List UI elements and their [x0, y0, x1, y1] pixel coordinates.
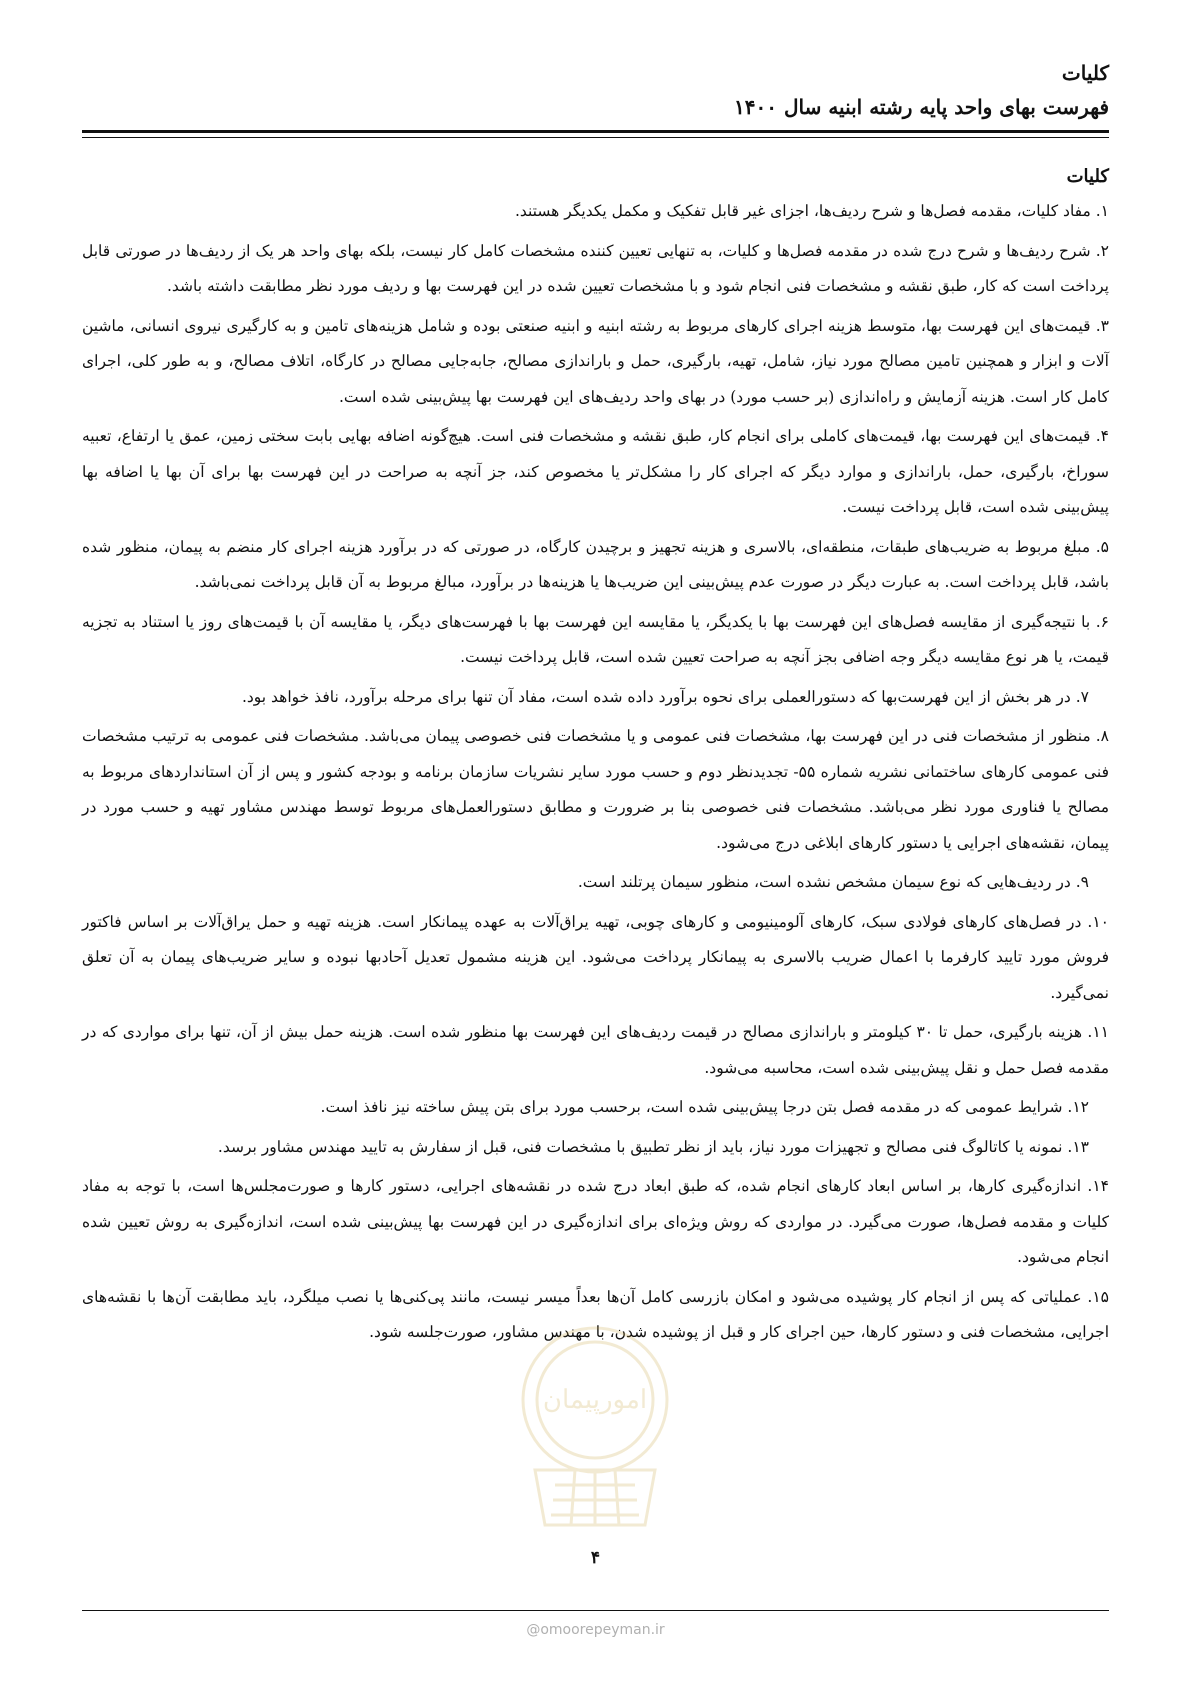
paragraph-10: ۱۰. در فصل‌های کارهای فولادی سبک، کارهای آلومینیومی و کارهای چوبی، تهیه یراق‌آلات به عهده پیمانکار است. هزینه تهیه و حمل یراق‌آلات بر اساس فاکتور فروش مورد تایید کارفرما با اعمال ضریب بالاسری به پیمانکار پرداخت می‌شود. این هزینه مشمول تعدیل آحادبها نبوده و سایر ضریب‌های پیمان به آن تعلق نمی‌گیرد. — [82, 912, 1109, 1002]
paragraph-14: ۱۴. اندازه‌گیری کارها، بر اساس ابعاد کارهای انجام شده، که طبق ابعاد درج شده در نقشه‌های اجرایی، دستور کارها و صورت‌مجلس‌ها است، با توجه به مفاد کلیات و مقدمه فصل‌ها، صورت می‌گیرد. در مواردی که روش ویژه‌ای برای اندازه‌گیری در این فهرست بها پیش‌بینی شده است، اندازه‌گیری به روش تعیین شده انجام می‌شود. — [82, 1177, 1109, 1266]
section-title: کلیات — [1066, 166, 1109, 187]
paragraph-13: ۱۳. نمونه یا کاتالوگ فنی مصالح و تجهیزات مورد نیاز، باید از نظر تطبیق با مشخصات فنی، قبل از سفارش به تایید مهندس مشاور برسد. — [217, 1137, 1089, 1156]
footer-site-credit: @omoorepeyman.ir — [526, 1622, 665, 1638]
paragraph-4: ۴. قیمت‌های این فهرست بها، قیمت‌های کاملی برای انجام کار، طبق نقشه و مشخصات فنی است. هیچ‌گونه اضافه بهایی بابت سختی زمین، عمق یا ارتفاع، تعبیه سوراخ، بارگیری، حمل، باراندازی و موارد دیگر که اجرای کار را مشکل‌تر یا مخصوص کند، جز آنچه به صراحت در این فهرست بها برای آن بها یا اضافه بها پیش‌بینی شده است، قابل پرداخت نیست. — [82, 427, 1109, 516]
paragraph-9: ۹. در ردیف‌هایی که نوع سیمان مشخص نشده است، منظور سیمان پرتلند است. — [577, 873, 1089, 891]
paragraph-5: ۵. مبلغ مربوط به ضریب‌های طبقات، منطقه‌ای، بالاسری و هزینه تجهیز و برچیدن کارگاه، در صورتی که در برآورد هزینه اجرای کار منضم به پیمان، منظور شده باشد، قابل پرداخت است. به عبارت دیگر در صورت عدم پیش‌بینی این ضریب‌ها یا هزینه‌ها در برآورد، مبالغ مربوط به آن قابل پرداخت نمی‌باشد. — [82, 537, 1109, 591]
footer-rule — [82, 1610, 1109, 1611]
page-header — [82, 56, 1109, 124]
paragraph-6: ۶. با نتیجه‌گیری از مقایسه فصل‌های این فهرست بها با یکدیگر، یا مقایسه این فهرست بها با فهرست‌های دیگر، یا مقایسه آن با قیمت‌های روز یا استناد به تجزیه قیمت، یا هر نوع مقایسه دیگر وجه اضافی بجز آنچه به صراحت تعیین شده است، قابل پرداخت نیست. — [82, 612, 1109, 666]
paragraph-2: ۲. شرح ردیف‌ها و شرح درج شده در مقدمه فصل‌ها و کلیات، به تنهایی تعیین کننده مشخصات کامل کار نیست، بلکه بهای واحد هر یک از ردیف‌ها در صورتی قابل پرداخت است که کار، طبق نقشه و مشخصات فنی انجام شود و با مشخصات تعیین شده در این فهرست بها و ردیف مورد نظر مطابقت داشته باشد. — [82, 241, 1109, 295]
header-rule-thick — [82, 130, 1109, 133]
paragraph-1: ۱. مفاد کلیات، مقدمه فصل‌ها و شرح ردیف‌ها، اجزای غیر قابل تفکیک و مکمل یکدیگر هستند. — [514, 202, 1109, 220]
paragraph-7: ۷. در هر بخش از این فهرست‌بها که دستورالعملی برای نحوه برآورد داده شده است، مفاد آن تنها برای مرحله برآورد، نافذ خواهد بود. — [241, 687, 1089, 706]
paragraph-12: ۱۲. شرایط عمومی که در مقدمه فصل بتن درجا پیش‌بینی شده است، برحسب مورد برای بتن پیش ساخته نیز نافذ است. — [320, 1098, 1089, 1116]
header-rule-thin — [82, 137, 1109, 138]
paragraph-15: ۱۵. عملیاتی که پس از انجام کار پوشیده می‌شود و امکان بازرسی کامل آن‌ها بعداً میسر نیست، مانند پی‌کنی‌ها یا نصب میلگرد، باید مطابقت آن‌ها با نقشه‌های اجرایی، مشخصات فنی و دستور کارها، حین اجرای کار و قبل از پوشیده شدن، با مهندس مشاور، صورت‌جلسه شود. — [82, 1287, 1109, 1341]
page-content — [82, 162, 1109, 1355]
watermark-text: امورپیمان — [542, 1385, 648, 1415]
paragraph-8: ۸. منظور از مشخصات فنی در این فهرست بها، مشخصات فنی عمومی و یا مشخصات فنی خصوصی پیمان می‌باشد. مشخصات فنی عمومی به ترتیب مشخصات فنی عمومی کارهای ساختمانی نشریه شماره ۵۵- تجدیدنظر دوم و حسب مورد سایر نشریات سازمان برنامه و بودجه کشور و پس از آن استانداردهای مربوط به مصالح یا فناوری مورد نظر می‌باشد. مشخصات فنی خصوصی بنا بر ضرورت و مطابق دستورالعمل‌های مربوط توسط مهندس مشاور تهیه و حسب مورد در پیمان، نقشه‌های اجرایی یا دستور کارهای ابلاغی درج می‌شود. — [82, 727, 1109, 852]
header-section-name: کلیات — [1061, 61, 1109, 85]
paragraph-11: ۱۱. هزینه بارگیری، حمل تا ۳۰ کیلومتر و باراندازی مصالح در قیمت ردیف‌های این فهرست بها منظور شده است. هزینه حمل بیش از آن، تنها برای مواردی که در مقدمه فصل حمل و نقل پیش‌بینی شده است، محاسبه می‌شود. — [82, 1023, 1109, 1077]
page-number: ۴ — [590, 1548, 601, 1568]
paragraph-3: ۳. قیمت‌های این فهرست بها، متوسط هزینه اجرای کارهای مربوط به رشته ابنیه و ابنیه صنعتی بوده و شامل هزینه‌های تامین و به کارگیری نیروی انسانی، ماشین آلات و ابزار و همچنین تامین مصالح مورد نیاز، شامل، تهیه، بارگیری، حمل و باراندازی مصالح، جابه‌جایی مصالح در کارگاه، اتلاف مصالح، و به طور کلی، اجرای کامل کار است. هزینه آزمایش و راه‌اندازی (بر حسب مورد) در بهای واحد ردیف‌های این فهرست بها پیش‌بینی شده است. — [82, 316, 1109, 406]
header-document-title: فهرست بهای واحد پایه رشته ابنیه سال ۱۴۰۰ — [734, 95, 1109, 119]
